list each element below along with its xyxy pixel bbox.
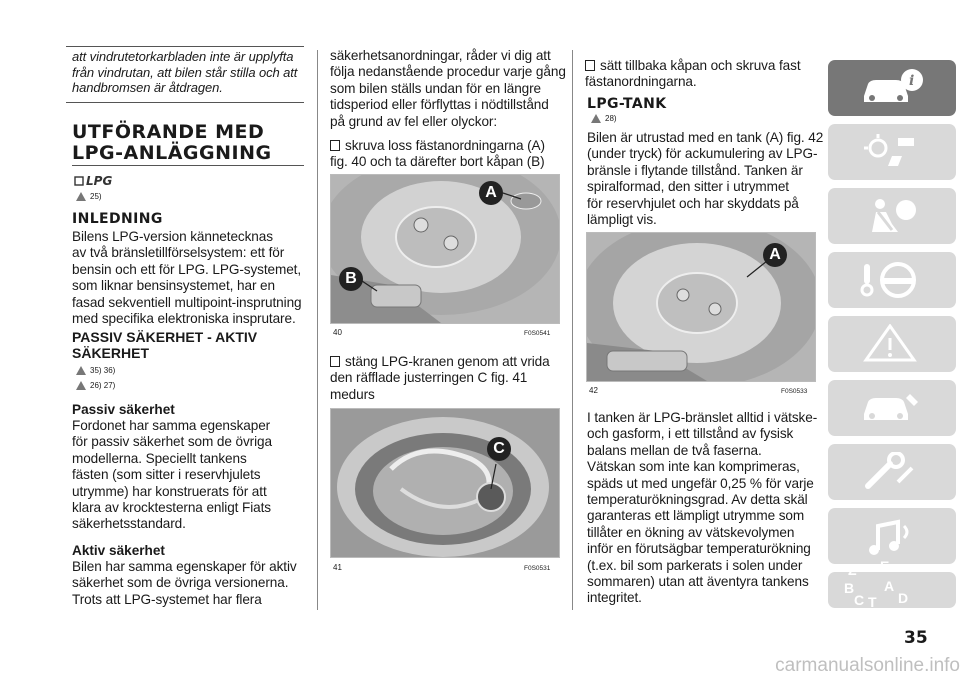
figure-42-image (586, 232, 816, 382)
car-maintenance-icon (858, 388, 924, 428)
tab-technical-data[interactable] (828, 444, 956, 500)
dashboard-lights-icon (858, 132, 924, 172)
subheading-aktiv: Aktiv säkerhet (72, 543, 165, 558)
airbag-safety-icon (858, 196, 924, 236)
callout-a: A (763, 243, 787, 267)
tab-maintenance[interactable] (828, 380, 956, 436)
intro-box (66, 46, 304, 104)
warning-ref: 26) 27) (76, 381, 115, 390)
bullet-square-icon (330, 356, 340, 367)
bullet-square-icon (585, 60, 595, 71)
tab-car-info[interactable] (828, 60, 956, 116)
passiv-paragraph: Fordonet har samma egenskaper för passiv säkerhet som de övriga modellerna. Speciellt tankens fästen (som sitter i reservhjulets utrymme) har konstruerats för att klara av krocktesterna enligt Fiats säkerhetsstandard. (72, 418, 272, 532)
chapter-title: UTFÖRANDE MED LPG-ANLÄGGNING (72, 121, 272, 164)
page-number: 35 (904, 628, 928, 648)
bullet-item: skruva loss fästanordningarna (A) fig. 40 och ta därefter bort kåpan (B) (330, 138, 545, 170)
figure-code: F0S0541 (524, 330, 551, 337)
callout-c: C (487, 437, 511, 461)
figure-40-image (330, 174, 560, 324)
wrench-service-icon (858, 452, 924, 492)
bullet-item: sätt tillbaka kåpan och skruva fast fästanordningarna. (585, 58, 801, 90)
figure-code: F0S0533 (781, 388, 808, 395)
tab-dashboard[interactable] (828, 124, 956, 180)
intro-text: att vindrutetorkarbladen inte är upplyfta från vindrutan, att bilen står stilla och att handbromsen är åtdragen. (72, 49, 298, 95)
figure-code: F0S0531 (524, 565, 551, 572)
title-rule (72, 165, 304, 166)
svg-text:i: i (909, 73, 915, 89)
warning-ref: 35) 36) (76, 366, 115, 375)
figure-41-image (330, 408, 560, 558)
tab-starting-driving[interactable] (828, 252, 956, 308)
bullet-square-icon (330, 140, 340, 151)
warning-triangle-icon (76, 192, 86, 201)
callout-a: A (479, 181, 503, 205)
bullet-item: stäng LPG-kranen genom att vrida den räfflade justerringen C fig. 41 medurs (330, 354, 550, 402)
warning-ref: 25) (76, 192, 102, 201)
figure-number: 42 (589, 386, 598, 395)
figure-number: 40 (333, 328, 342, 337)
tab-index[interactable] (828, 558, 956, 610)
tab-safety[interactable] (828, 188, 956, 244)
aktiv-paragraph: Bilen har samma egenskaper för aktiv säkerhet som de övriga versionerna. Trots att LPG-systemet har flera (72, 559, 297, 607)
lpg-logo-icon (74, 172, 120, 193)
index-alphabet-icon: Z E B A C T D (844, 558, 909, 610)
tab-emergency[interactable] (828, 316, 956, 372)
watermark-footer: carmanualsonline.info (775, 655, 960, 676)
warning-triangle-icon (591, 114, 601, 123)
section-heading-inledning: INLEDNING (72, 211, 163, 227)
inledning-paragraph: Bilens LPG-version kännetecknas av två bränsletillförselsystem: ett för bensin och ett för LPG. LPG-systemet, som liknar bensinsystemet, har en fasad sekventiell multipoint-insprutning med specifika elektroniska insprutare. (72, 229, 302, 327)
car-info-icon (858, 68, 924, 108)
subheading-passiv: Passiv säkerhet (72, 402, 175, 417)
section-heading-tank: LPG-TANK (587, 96, 667, 112)
warning-road-icon (858, 324, 924, 364)
figure-number: 41 (333, 563, 342, 572)
column-divider (572, 50, 573, 610)
warning-ref: 28) (591, 114, 617, 123)
tank-paragraph: Bilen är utrustad med en tank (A) fig. 42 (under tryck) för ackumulering av LPG- bränsle i flytande tillstånd. Tanken är spiralformad, den sitter i utrymmet för reservhjulet och har skyddats på lämpligt vis. (587, 130, 824, 228)
svg-text:LPG: LPG (86, 174, 113, 188)
callout-b: B (339, 267, 363, 291)
warning-triangle-icon (76, 381, 86, 390)
section-heading-safety: PASSIV SÄKERHET - AKTIV SÄKERHET (72, 329, 258, 361)
steering-start-icon (858, 260, 924, 300)
gas-paragraph: I tanken är LPG-bränslet alltid i vätske- och gasform, i ett tillstånd av fysisk balans mellan de två faserna. Vätskan som inte kan komprimeras, späds ut med ungefär 0,25 % för varje temperaturökningsgrad. Av detta skäl garanteras ett lämpligt utrymme som tillåter en ökning av vätskevolymen inför en förutsägbar temperaturökning (t.ex. bil som parkerats i solen under sommaren) utan att äventyra tankens integritet. (587, 410, 818, 606)
warning-triangle-icon (76, 366, 86, 375)
procedure-intro: säkerhetsanordningar, råder vi dig att följa nedanstående procedur varje gång som bilen ställs undan för en längre tidsperiod eller förflyttas i nödtillstånd på grund av fel eller olyckor: (330, 48, 566, 129)
column-divider (317, 50, 318, 610)
